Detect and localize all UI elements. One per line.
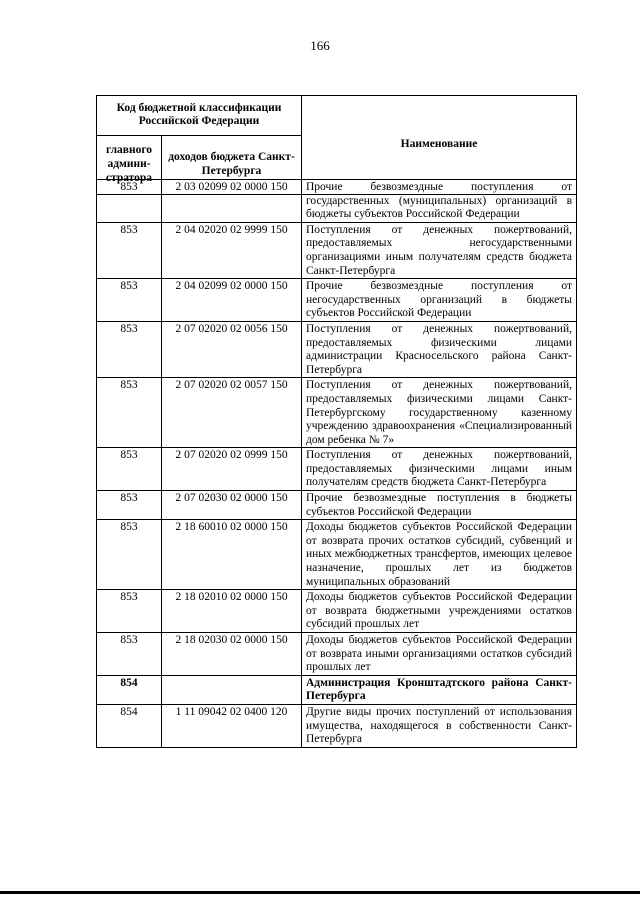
code-column-header: доходов бюджета Санкт-Петербурга [162, 135, 302, 194]
revenue-name-cell: Доходы бюджетов субъектов Российской Федерации от возврата прочих остатков субсидий, субвенций и иных межбюджетных трансфертов, имеющих целевое назначение, прошлых лет из бюджетов муниципальных образований [302, 520, 577, 590]
table-row [97, 448, 577, 491]
table-row [97, 378, 577, 448]
revenue-code-cell: 2 18 60010 02 0000 150 [162, 520, 302, 590]
revenue-code-cell: 1 11 09042 02 0400 120 [162, 704, 302, 747]
revenue-name-cell: Поступления от денежных пожертвований, предоставляемых физическими лицами иным получателям средств бюджета Санкт-Петербурга [302, 448, 577, 491]
revenue-name-cell: Поступления от денежных пожертвований, предоставляемых физическими лицами Санкт-Петербургскому государственному казенному учреждению здравоохранения «Специализированный дом ребенка № 7» [302, 378, 577, 448]
table-row [97, 590, 577, 633]
kbk-title: Код бюджетной классификации Российской Федерации [97, 96, 302, 136]
revenue-name-cell: Администрация Кронштадтского района Санкт-Петербурга [302, 675, 577, 704]
revenue-code-cell: 2 18 02030 02 0000 150 [162, 633, 302, 676]
revenue-name-cell: Прочие безвозмездные поступления в бюджеты субъектов Российской Федерации [302, 491, 577, 520]
table-row [97, 180, 577, 223]
admin-code-cell: 853 [97, 180, 162, 223]
revenue-code-cell: 2 07 02020 02 0999 150 [162, 448, 302, 491]
admin-code-cell: 853 [97, 279, 162, 322]
revenue-name-cell: Доходы бюджетов субъектов Российской Федерации от возврата иными организациями остатков субсидий прошлых лет [302, 633, 577, 676]
admin-column-header: главного админи-стратора [97, 135, 162, 194]
table-row [97, 321, 577, 377]
admin-code-cell: 853 [97, 448, 162, 491]
admin-code-cell: 854 [97, 675, 162, 704]
revenue-table [96, 179, 577, 748]
admin-code-cell: 853 [97, 222, 162, 278]
revenue-code-cell: 2 04 02099 02 0000 150 [162, 279, 302, 322]
table-row [97, 704, 577, 747]
revenue-name-cell: Другие виды прочих поступлений от использования имущества, находящегося в собственности Санкт-Петербурга [302, 704, 577, 747]
admin-code-cell: 853 [97, 633, 162, 676]
table-row [97, 222, 577, 278]
table-row [97, 675, 577, 704]
revenue-name-cell: Прочие безвозмездные поступления от государственных (муниципальных) организаций в бюджеты субъектов Российской Федерации [302, 180, 577, 223]
admin-code-cell: 853 [97, 491, 162, 520]
page-number: 166 [310, 38, 330, 53]
name-column-header: Наименование [302, 96, 577, 195]
admin-code-cell: 853 [97, 520, 162, 590]
table-row [97, 520, 577, 590]
revenue-code-cell: 2 18 02010 02 0000 150 [162, 590, 302, 633]
admin-code-cell: 853 [97, 378, 162, 448]
revenue-name-cell: Доходы бюджетов субъектов Российской Федерации от возврата бюджетными учреждениями остатков субсидий прошлых лет [302, 590, 577, 633]
table-row [97, 633, 577, 676]
admin-code-cell: 853 [97, 590, 162, 633]
revenue-code-cell: 2 03 02099 02 0000 150 [162, 180, 302, 223]
revenue-code-cell: 2 07 02030 02 0000 150 [162, 491, 302, 520]
table-row [97, 491, 577, 520]
scan-edge-bar [0, 891, 640, 894]
revenue-code-cell: 2 07 02020 02 0057 150 [162, 378, 302, 448]
revenue-code-cell: 2 07 02020 02 0056 150 [162, 321, 302, 377]
revenue-name-cell: Прочие безвозмездные поступления от негосударственных организаций в бюджеты субъектов Российской Федерации [302, 279, 577, 322]
admin-code-cell: 854 [97, 704, 162, 747]
revenue-code-cell: 2 04 02020 02 9999 150 [162, 222, 302, 278]
revenue-name-cell: Поступления от денежных пожертвований, предоставляемых негосударственными организациями иным получателям средств бюджета Санкт-Петербурга [302, 222, 577, 278]
revenue-code-cell [162, 675, 302, 704]
revenue-name-cell: Поступления от денежных пожертвований, предоставляемых физическими лицами администрации Красносельского района Санкт-Петербурга [302, 321, 577, 377]
admin-code-cell: 853 [97, 321, 162, 377]
table-row [97, 279, 577, 322]
